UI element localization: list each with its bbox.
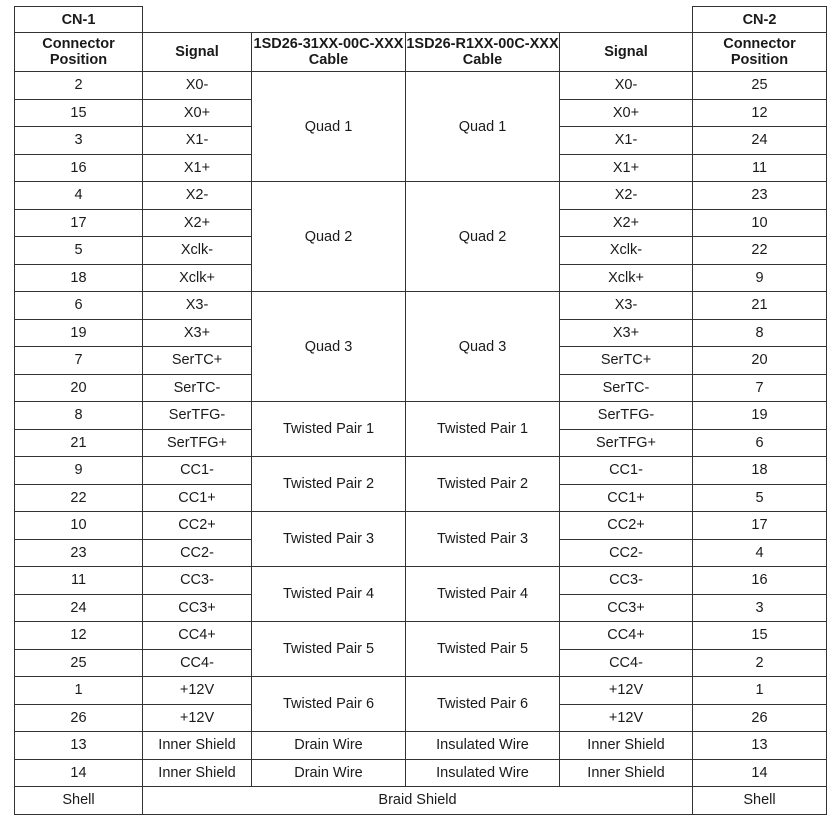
cn2-position-cell: 5 — [693, 484, 827, 512]
cn1-signal-cell: +12V — [143, 677, 252, 705]
cn1-signal-cell: X0- — [143, 72, 252, 100]
cn2-signal-cell: CC1- — [560, 457, 693, 485]
table-top-row — [15, 7, 827, 33]
cn1-signal-cell: X0+ — [143, 99, 252, 127]
cn1-position-cell: 5 — [15, 237, 143, 265]
cn1-signal-cell: X1+ — [143, 154, 252, 182]
cn1-signal-cell: CC1+ — [143, 484, 252, 512]
cable-a-group-cell: Twisted Pair 5 — [252, 622, 406, 677]
cn2-position-cell: 7 — [693, 374, 827, 402]
cn2-signal-cell: CC1+ — [560, 484, 693, 512]
cn1-position-cell: 26 — [15, 704, 143, 732]
cable-b-group-cell: Twisted Pair 1 — [406, 402, 560, 457]
cn1-position-cell: 1 — [15, 677, 143, 705]
cn2-position-cell: 3 — [693, 594, 827, 622]
cn1-signal-cell: Inner Shield — [143, 759, 252, 787]
cn1-signal-cell: X1- — [143, 127, 252, 155]
cn2-signal-cell: CC4+ — [560, 622, 693, 650]
cn2-signal-cell: X0- — [560, 72, 693, 100]
cn1-position-cell: 17 — [15, 209, 143, 237]
cable-b-group-cell: Twisted Pair 2 — [406, 457, 560, 512]
cn1-signal-cell: CC3+ — [143, 594, 252, 622]
cable-a-cell: Drain Wire — [252, 759, 406, 787]
cable-b-group-cell: Quad 3 — [406, 292, 560, 402]
cn2-signal-cell: +12V — [560, 677, 693, 705]
cn1-position-cell: 6 — [15, 292, 143, 320]
cn1-signal-cell: SerTFG+ — [143, 429, 252, 457]
cn1-position-cell: 25 — [15, 649, 143, 677]
table-header-row — [15, 33, 827, 72]
cable-a-group-cell: Quad 1 — [252, 72, 406, 182]
cn1-position-cell: 14 — [15, 759, 143, 787]
cn2-signal-cell: SerTC+ — [560, 347, 693, 375]
cn1-position-cell: 18 — [15, 264, 143, 292]
cable-a-group-cell: Twisted Pair 1 — [252, 402, 406, 457]
cn1-signal-cell: CC3- — [143, 567, 252, 595]
cn1-position-cell: 23 — [15, 539, 143, 567]
cable-a-group-cell: Twisted Pair 2 — [252, 457, 406, 512]
cn2-signal-cell: X2- — [560, 182, 693, 210]
cn2-signal-cell: X2+ — [560, 209, 693, 237]
cn2-position-cell: 11 — [693, 154, 827, 182]
cn2-position-cell: 8 — [693, 319, 827, 347]
braid-shield-cell: Braid Shield — [143, 787, 693, 815]
cn2-signal-cell: X1- — [560, 127, 693, 155]
cn2-position-cell: 19 — [693, 402, 827, 430]
cn1-signal-cell: Xclk+ — [143, 264, 252, 292]
cn2-signal-cell: SerTFG+ — [560, 429, 693, 457]
cn1-signal-cell: Inner Shield — [143, 732, 252, 760]
cn1-position-cell: 12 — [15, 622, 143, 650]
cn2-position-cell: 26 — [693, 704, 827, 732]
table-row — [15, 567, 827, 595]
cn1-signal-cell: CC2+ — [143, 512, 252, 540]
cn2-signal-cell: Inner Shield — [560, 759, 693, 787]
cn1-position-cell: 21 — [15, 429, 143, 457]
cn2-signal-cell: CC4- — [560, 649, 693, 677]
cable-a-group-cell: Twisted Pair 3 — [252, 512, 406, 567]
cn2-position-cell: 4 — [693, 539, 827, 567]
cable-a-group-cell: Twisted Pair 6 — [252, 677, 406, 732]
cable-a-group-cell: Quad 2 — [252, 182, 406, 292]
table-footer-row — [15, 787, 827, 815]
cn2-position-cell: 16 — [693, 567, 827, 595]
cn2-signal-cell: Inner Shield — [560, 732, 693, 760]
cn1-position-cell: 9 — [15, 457, 143, 485]
cable-b-cell: Insulated Wire — [406, 732, 560, 760]
cn1-position-cell: 4 — [15, 182, 143, 210]
cn2-position-cell: 15 — [693, 622, 827, 650]
cable-b-group-cell: Twisted Pair 5 — [406, 622, 560, 677]
cn1-signal-cell: SerTC- — [143, 374, 252, 402]
cn1-position-cell: 13 — [15, 732, 143, 760]
cn1-signal-cell: SerTFG- — [143, 402, 252, 430]
cable-a-header: 1SD26-31XX-00C-XXX Cable — [252, 33, 406, 72]
cn1-position-cell: 2 — [15, 72, 143, 100]
table-row — [15, 732, 827, 760]
cable-b-cell: Insulated Wire — [406, 759, 560, 787]
cn2-signal-cell: SerTC- — [560, 374, 693, 402]
cn2-position-cell: 24 — [693, 127, 827, 155]
cn2-signal-cell: Xclk+ — [560, 264, 693, 292]
cn2-signal-cell: CC2+ — [560, 512, 693, 540]
cn1-position-cell: 11 — [15, 567, 143, 595]
cn1-signal-cell: +12V — [143, 704, 252, 732]
cable-a-group-cell: Quad 3 — [252, 292, 406, 402]
cn1-signal-cell: X3+ — [143, 319, 252, 347]
cn2-signal-cell: Xclk- — [560, 237, 693, 265]
cn1-position-cell: 7 — [15, 347, 143, 375]
cable-b-header: 1SD26-R1XX-00C-XXX Cable — [406, 33, 560, 72]
cn1-position-cell: 20 — [15, 374, 143, 402]
cn2-position-cell: 22 — [693, 237, 827, 265]
cn2-label: CN-2 — [693, 7, 827, 33]
table-row — [15, 512, 827, 540]
cn2-position-cell: 13 — [693, 732, 827, 760]
cn2-position-cell: 2 — [693, 649, 827, 677]
cn2-signal-cell: CC3+ — [560, 594, 693, 622]
cn1-signal-cell: CC1- — [143, 457, 252, 485]
table-row — [15, 759, 827, 787]
cn2-signal-cell: CC2- — [560, 539, 693, 567]
table-row — [15, 72, 827, 100]
signal-left-header: Signal — [143, 33, 252, 72]
cn1-signal-cell: CC2- — [143, 539, 252, 567]
cn1-signal-cell: Xclk- — [143, 237, 252, 265]
cn2-signal-cell: CC3- — [560, 567, 693, 595]
cn2-position-cell: 21 — [693, 292, 827, 320]
cable-a-cell: Drain Wire — [252, 732, 406, 760]
cn2-signal-cell: SerTFG- — [560, 402, 693, 430]
cable-a-group-cell: Twisted Pair 4 — [252, 567, 406, 622]
top-blank-cell — [143, 7, 693, 33]
cn2-signal-cell: X1+ — [560, 154, 693, 182]
cn1-position-cell: 8 — [15, 402, 143, 430]
cable-b-group-cell: Quad 1 — [406, 72, 560, 182]
cn1-signal-cell: X3- — [143, 292, 252, 320]
cn2-signal-cell: +12V — [560, 704, 693, 732]
table-row — [15, 677, 827, 705]
cn2-position-cell: 1 — [693, 677, 827, 705]
cn2-position-cell: 18 — [693, 457, 827, 485]
cn2-signal-cell: X0+ — [560, 99, 693, 127]
cn2-signal-cell: X3- — [560, 292, 693, 320]
connector-position-left-header: Connector Position — [15, 33, 143, 72]
cn1-signal-cell: CC4+ — [143, 622, 252, 650]
table-row — [15, 292, 827, 320]
cn1-label: CN-1 — [15, 7, 143, 33]
cn1-position-cell: 22 — [15, 484, 143, 512]
signal-right-header: Signal — [560, 33, 693, 72]
cn1-position-cell: 16 — [15, 154, 143, 182]
cn1-signal-cell: SerTC+ — [143, 347, 252, 375]
cn1-position-cell: 19 — [15, 319, 143, 347]
cn2-position-cell: 10 — [693, 209, 827, 237]
cable-b-group-cell: Twisted Pair 6 — [406, 677, 560, 732]
cable-b-group-cell: Twisted Pair 3 — [406, 512, 560, 567]
table-row — [15, 622, 827, 650]
cn1-position-cell: 15 — [15, 99, 143, 127]
cn1-position-cell: 10 — [15, 512, 143, 540]
cn1-position-cell: 3 — [15, 127, 143, 155]
connector-position-right-header: Connector Position — [693, 33, 827, 72]
cn1-shell-cell: Shell — [15, 787, 143, 815]
cn1-signal-cell: X2+ — [143, 209, 252, 237]
table-row — [15, 182, 827, 210]
cn2-position-cell: 14 — [693, 759, 827, 787]
cn2-position-cell: 25 — [693, 72, 827, 100]
cn1-position-cell: 24 — [15, 594, 143, 622]
cn2-shell-cell: Shell — [693, 787, 827, 815]
cable-b-group-cell: Quad 2 — [406, 182, 560, 292]
cn1-signal-cell: CC4- — [143, 649, 252, 677]
cn1-signal-cell: X2- — [143, 182, 252, 210]
cn2-position-cell: 23 — [693, 182, 827, 210]
cn2-position-cell: 6 — [693, 429, 827, 457]
table-row — [15, 457, 827, 485]
pinout-table — [14, 6, 827, 815]
cn2-signal-cell: X3+ — [560, 319, 693, 347]
cable-b-group-cell: Twisted Pair 4 — [406, 567, 560, 622]
table-row — [15, 402, 827, 430]
cn2-position-cell: 20 — [693, 347, 827, 375]
cn2-position-cell: 12 — [693, 99, 827, 127]
cn2-position-cell: 17 — [693, 512, 827, 540]
cn2-position-cell: 9 — [693, 264, 827, 292]
